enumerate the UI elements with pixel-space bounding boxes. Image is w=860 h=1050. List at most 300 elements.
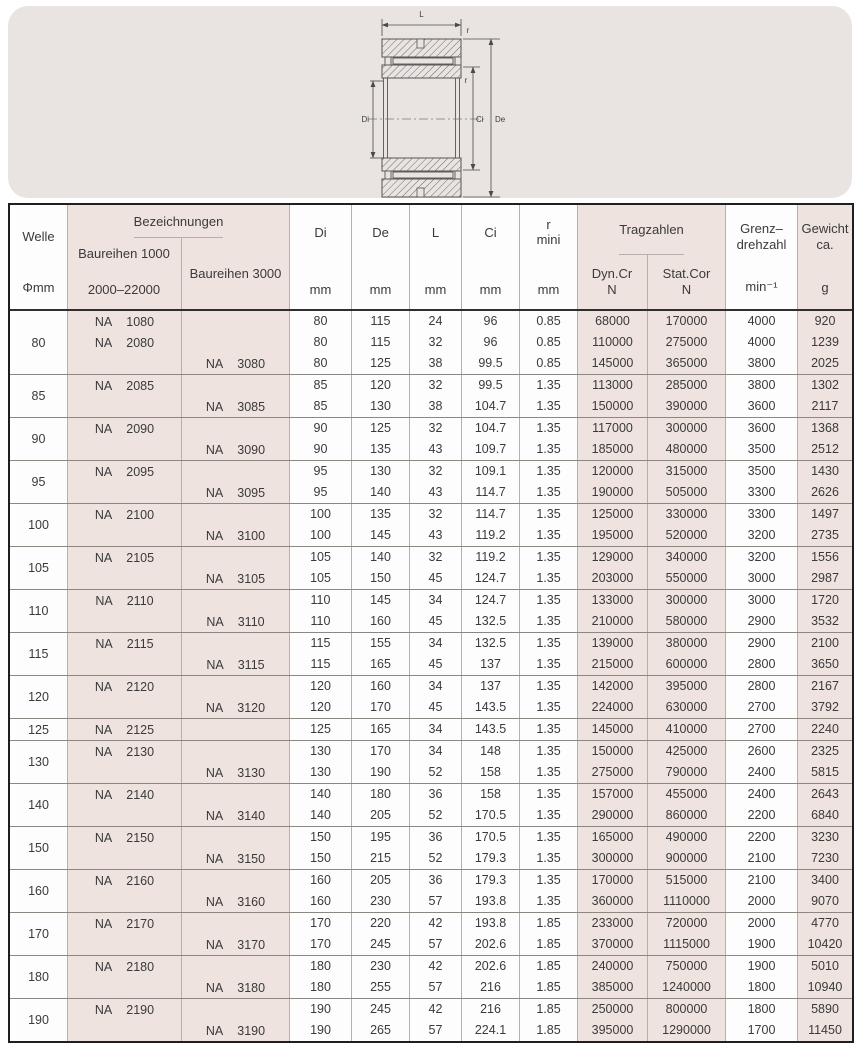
cell-dyn-cr: 233000 — [578, 913, 648, 934]
cell-baureihen-3000 — [182, 999, 290, 1020]
bearing-cross-section-drawing — [338, 6, 568, 206]
cell-baureihen-3000: NA 3095 — [182, 482, 290, 503]
cell-grenzdrehzahl: 4000 — [726, 332, 798, 353]
header-l — [410, 205, 462, 309]
cell-gewicht: 1430 — [798, 461, 852, 482]
cell-ci: 170.5 — [462, 805, 520, 826]
cell-baureihen-3000: NA 3190 — [182, 1020, 290, 1041]
cell-gewicht: 1239 — [798, 332, 852, 353]
welle-group — [10, 374, 852, 417]
header-r-mini-label — [537, 217, 561, 247]
table-row — [68, 1020, 852, 1041]
cell-dyn-cr: 129000 — [578, 547, 648, 568]
header-dyn-cr — [578, 255, 648, 309]
header-gewicht-line1: Gewicht — [801, 221, 849, 236]
header-baureihen-1000-line2: 2000–22000 — [87, 282, 161, 297]
cell-stat-cor: 900000 — [648, 848, 726, 869]
header-welle-label: Welle — [22, 229, 55, 244]
cell-ci: 158 — [462, 784, 520, 805]
cell-gewicht: 9070 — [798, 891, 852, 912]
cell-gewicht: 2025 — [798, 353, 852, 374]
cell-r-mini: 1.35 — [520, 719, 578, 740]
outer-ring-groove-bottom — [417, 188, 424, 197]
cell-ci: 143.5 — [462, 697, 520, 718]
cell-baureihen-1000: NA 2140 — [68, 784, 182, 805]
cell-baureihen-1000 — [68, 1020, 182, 1041]
cell-de: 190 — [352, 762, 410, 783]
inner-ring-bottom — [382, 158, 461, 171]
cell-dyn-cr: 250000 — [578, 999, 648, 1020]
cell-gewicht: 2626 — [798, 482, 852, 503]
cell-grenzdrehzahl: 2800 — [726, 676, 798, 697]
cell-stat-cor: 340000 — [648, 547, 726, 568]
table-row — [68, 332, 852, 353]
cell-baureihen-3000 — [182, 375, 290, 396]
cell-baureihen-3000 — [182, 418, 290, 439]
cell-baureihen-1000: NA 2190 — [68, 999, 182, 1020]
cell-grenzdrehzahl: 2400 — [726, 762, 798, 783]
header-dyn-line1: Dyn.Cr — [591, 266, 633, 281]
cell-di: 180 — [290, 977, 352, 998]
cell-di: 85 — [290, 396, 352, 417]
cell-r-mini: 1.35 — [520, 375, 578, 396]
cell-baureihen-3000: NA 3090 — [182, 439, 290, 460]
cell-gewicht: 2987 — [798, 568, 852, 589]
cell-l: 38 — [410, 396, 462, 417]
cell-baureihen-3000 — [182, 590, 290, 611]
welle-group — [10, 740, 852, 783]
cell-di: 170 — [290, 934, 352, 955]
header-r-mini — [520, 205, 578, 309]
cell-baureihen-1000 — [68, 848, 182, 869]
welle-group — [10, 589, 852, 632]
cell-grenzdrehzahl: 2200 — [726, 827, 798, 848]
welle-value: 120 — [10, 676, 68, 718]
welle-group — [10, 546, 852, 589]
cell-de: 135 — [352, 504, 410, 525]
header-gewicht-label — [802, 221, 849, 253]
table-row — [68, 525, 852, 546]
cell-baureihen-1000: NA 2180 — [68, 956, 182, 977]
welle-group — [10, 311, 852, 374]
group-rows — [68, 784, 852, 826]
group-rows — [68, 418, 852, 460]
table-body — [10, 311, 852, 1041]
cell-grenzdrehzahl: 3600 — [726, 418, 798, 439]
cell-di: 80 — [290, 353, 352, 374]
cell-grenzdrehzahl: 3800 — [726, 375, 798, 396]
header-di-unit: mm — [309, 282, 332, 297]
cell-baureihen-1000: NA 2090 — [68, 418, 182, 439]
cell-stat-cor: 550000 — [648, 568, 726, 589]
welle-group — [10, 912, 852, 955]
cell-r-mini: 1.85 — [520, 1020, 578, 1041]
cell-baureihen-1000: NA 2170 — [68, 913, 182, 934]
cell-stat-cor: 580000 — [648, 611, 726, 632]
header-welle-unit: Φmm — [22, 280, 55, 295]
cell-dyn-cr: 210000 — [578, 611, 648, 632]
cell-baureihen-1000: NA 2095 — [68, 461, 182, 482]
cell-l: 45 — [410, 568, 462, 589]
cell-di: 115 — [290, 633, 352, 654]
welle-value: 110 — [10, 590, 68, 632]
welle-group — [10, 869, 852, 912]
cell-gewicht: 2512 — [798, 439, 852, 460]
cell-de: 205 — [352, 870, 410, 891]
cell-l: 57 — [410, 1020, 462, 1041]
cell-ci: 193.8 — [462, 891, 520, 912]
cell-gewicht: 5815 — [798, 762, 852, 783]
header-tragzahlen-sub — [578, 255, 726, 309]
group-rows — [68, 311, 852, 374]
cell-gewicht: 2325 — [798, 741, 852, 762]
cell-de: 230 — [352, 891, 410, 912]
welle-group — [10, 675, 852, 718]
cell-di: 105 — [290, 547, 352, 568]
cell-baureihen-1000 — [68, 396, 182, 417]
cell-r-mini: 1.35 — [520, 633, 578, 654]
cell-di: 85 — [290, 375, 352, 396]
table-row — [68, 504, 852, 525]
cell-grenzdrehzahl: 2100 — [726, 870, 798, 891]
cell-ci: 179.3 — [462, 848, 520, 869]
welle-group — [10, 632, 852, 675]
cell-de: 265 — [352, 1020, 410, 1041]
cell-gewicht: 2735 — [798, 525, 852, 546]
cell-grenzdrehzahl: 1900 — [726, 934, 798, 955]
cell-l: 34 — [410, 741, 462, 762]
roller-cap-right-bottom — [455, 171, 461, 179]
cell-grenzdrehzahl: 2700 — [726, 697, 798, 718]
cell-ci: 99.5 — [462, 375, 520, 396]
header-bezeichnungen-group — [68, 205, 290, 309]
table-row — [68, 547, 852, 568]
cell-de: 245 — [352, 934, 410, 955]
cell-r-mini: 1.85 — [520, 977, 578, 998]
cell-di: 120 — [290, 697, 352, 718]
cell-gewicht: 11450 — [798, 1020, 852, 1041]
cell-gewicht: 6840 — [798, 805, 852, 826]
cell-r-mini: 1.35 — [520, 762, 578, 783]
cell-ci: 109.1 — [462, 461, 520, 482]
cell-baureihen-3000: NA 3150 — [182, 848, 290, 869]
dim-label-De: De — [495, 115, 506, 124]
header-stat-cor — [648, 255, 726, 309]
group-rows — [68, 956, 852, 998]
cell-gewicht: 5890 — [798, 999, 852, 1020]
group-rows — [68, 741, 852, 783]
cell-grenzdrehzahl: 1800 — [726, 977, 798, 998]
cell-de: 150 — [352, 568, 410, 589]
cell-stat-cor: 300000 — [648, 418, 726, 439]
cell-stat-cor: 720000 — [648, 913, 726, 934]
cell-l: 24 — [410, 311, 462, 332]
cell-l: 38 — [410, 353, 462, 374]
cell-baureihen-1000 — [68, 934, 182, 955]
cell-dyn-cr: 203000 — [578, 568, 648, 589]
cell-de: 230 — [352, 956, 410, 977]
cell-dyn-cr: 113000 — [578, 375, 648, 396]
cell-l: 42 — [410, 956, 462, 977]
cell-de: 220 — [352, 913, 410, 934]
cell-ci: 179.3 — [462, 870, 520, 891]
cell-dyn-cr: 185000 — [578, 439, 648, 460]
header-di-label: Di — [314, 225, 327, 240]
cell-gewicht: 920 — [798, 311, 852, 332]
cell-gewicht: 2167 — [798, 676, 852, 697]
welle-group — [10, 718, 852, 740]
cell-grenzdrehzahl: 3300 — [726, 482, 798, 503]
cell-l: 43 — [410, 482, 462, 503]
cell-gewicht: 1302 — [798, 375, 852, 396]
dim-label-r-inner: r — [464, 76, 468, 85]
cell-baureihen-3000 — [182, 504, 290, 525]
group-rows — [68, 913, 852, 955]
group-rows — [68, 676, 852, 718]
group-rows — [68, 504, 852, 546]
cell-l: 43 — [410, 439, 462, 460]
cell-ci: 137 — [462, 654, 520, 675]
cell-di: 100 — [290, 525, 352, 546]
cell-baureihen-3000 — [182, 311, 290, 332]
cell-gewicht: 1556 — [798, 547, 852, 568]
cell-di: 120 — [290, 676, 352, 697]
cell-dyn-cr: 117000 — [578, 418, 648, 439]
cell-dyn-cr: 125000 — [578, 504, 648, 525]
cell-di: 170 — [290, 913, 352, 934]
cell-de: 160 — [352, 676, 410, 697]
header-welle — [10, 205, 68, 309]
cell-r-mini: 1.35 — [520, 870, 578, 891]
cell-baureihen-3000 — [182, 547, 290, 568]
cell-di: 80 — [290, 332, 352, 353]
table-row — [68, 396, 852, 417]
cell-ci: 114.7 — [462, 504, 520, 525]
header-grenzdrehzahl — [726, 205, 798, 309]
cell-gewicht: 3400 — [798, 870, 852, 891]
cell-di: 105 — [290, 568, 352, 589]
header-tragzahlen-group — [578, 205, 726, 309]
cell-l: 36 — [410, 784, 462, 805]
cell-de: 125 — [352, 418, 410, 439]
cell-grenzdrehzahl: 1700 — [726, 1020, 798, 1041]
cell-de: 115 — [352, 332, 410, 353]
table-header — [10, 205, 852, 311]
cell-l: 57 — [410, 934, 462, 955]
dim-label-Ci: Ci — [476, 115, 484, 124]
cell-baureihen-3000 — [182, 719, 290, 740]
dim-label-L: L — [419, 10, 424, 19]
cell-gewicht: 2643 — [798, 784, 852, 805]
cell-l: 32 — [410, 504, 462, 525]
cell-baureihen-3000: NA 3160 — [182, 891, 290, 912]
roller-cap-left-top — [385, 57, 391, 65]
cell-ci: 96 — [462, 311, 520, 332]
cell-r-mini: 1.35 — [520, 891, 578, 912]
cell-ci: 224.1 — [462, 1020, 520, 1041]
table-row — [68, 375, 852, 396]
cell-de: 115 — [352, 311, 410, 332]
group-rows — [68, 375, 852, 417]
cell-r-mini: 1.35 — [520, 396, 578, 417]
cell-stat-cor: 630000 — [648, 697, 726, 718]
table-row — [68, 482, 852, 503]
cell-grenzdrehzahl: 3500 — [726, 439, 798, 460]
cell-baureihen-3000: NA 3140 — [182, 805, 290, 826]
header-de — [352, 205, 410, 309]
cell-l: 36 — [410, 827, 462, 848]
header-dyn-line2: N — [607, 282, 617, 297]
table-row — [68, 676, 852, 697]
cell-ci: 119.2 — [462, 547, 520, 568]
group-rows — [68, 827, 852, 869]
header-r-line2: mini — [536, 232, 561, 247]
table-row — [68, 805, 852, 826]
cell-r-mini: 1.35 — [520, 418, 578, 439]
header-l-unit: mm — [424, 282, 447, 297]
table-row — [68, 891, 852, 912]
cell-ci: 202.6 — [462, 934, 520, 955]
cell-l: 57 — [410, 891, 462, 912]
cell-gewicht: 7230 — [798, 848, 852, 869]
welle-group — [10, 460, 852, 503]
header-stat-line1: Stat.Cor — [662, 266, 711, 281]
cell-dyn-cr: 195000 — [578, 525, 648, 546]
cell-baureihen-1000: NA 2105 — [68, 547, 182, 568]
cell-ci: 104.7 — [462, 396, 520, 417]
cell-di: 140 — [290, 784, 352, 805]
cell-grenzdrehzahl: 2200 — [726, 805, 798, 826]
table-row — [68, 977, 852, 998]
cell-grenzdrehzahl: 2000 — [726, 913, 798, 934]
header-gewicht-unit: g — [821, 280, 829, 295]
cell-grenzdrehzahl: 4000 — [726, 311, 798, 332]
cell-de: 180 — [352, 784, 410, 805]
cell-dyn-cr: 142000 — [578, 676, 648, 697]
cell-dyn-cr: 385000 — [578, 977, 648, 998]
header-de-unit: mm — [369, 282, 392, 297]
cell-r-mini: 0.85 — [520, 311, 578, 332]
cell-de: 130 — [352, 461, 410, 482]
cell-grenzdrehzahl: 3000 — [726, 568, 798, 589]
welle-value: 80 — [10, 311, 68, 374]
cell-de: 215 — [352, 848, 410, 869]
cell-de: 125 — [352, 353, 410, 374]
cell-de: 140 — [352, 482, 410, 503]
cell-di: 190 — [290, 1020, 352, 1041]
welle-value: 85 — [10, 375, 68, 417]
cell-grenzdrehzahl: 2900 — [726, 611, 798, 632]
cell-gewicht: 2100 — [798, 633, 852, 654]
cell-di: 95 — [290, 461, 352, 482]
bearing-data-table — [8, 203, 854, 1043]
cell-baureihen-3000: NA 3100 — [182, 525, 290, 546]
cell-de: 170 — [352, 741, 410, 762]
cell-stat-cor: 480000 — [648, 439, 726, 460]
cell-gewicht: 3650 — [798, 654, 852, 675]
cell-ci: 114.7 — [462, 482, 520, 503]
header-bezeichnungen: Bezeichnungen — [134, 205, 224, 238]
table-row — [68, 784, 852, 805]
cell-de: 160 — [352, 611, 410, 632]
table-row — [68, 870, 852, 891]
header-de-label: De — [372, 225, 389, 240]
outer-ring-groove-top — [417, 39, 424, 48]
header-grenz-unit: min⁻¹ — [745, 279, 778, 294]
cell-baureihen-3000: NA 3085 — [182, 396, 290, 417]
welle-group — [10, 783, 852, 826]
cell-r-mini: 0.85 — [520, 353, 578, 374]
cell-grenzdrehzahl: 3500 — [726, 461, 798, 482]
cell-gewicht: 4770 — [798, 913, 852, 934]
cell-baureihen-3000: NA 3130 — [182, 762, 290, 783]
cell-r-mini: 1.35 — [520, 848, 578, 869]
header-grenz-line2: drehzahl — [736, 237, 787, 252]
cell-stat-cor: 1110000 — [648, 891, 726, 912]
cell-r-mini: 1.35 — [520, 504, 578, 525]
cell-dyn-cr: 370000 — [578, 934, 648, 955]
welle-group — [10, 998, 852, 1041]
cell-dyn-cr: 133000 — [578, 590, 648, 611]
cell-grenzdrehzahl: 3800 — [726, 353, 798, 374]
group-rows — [68, 633, 852, 675]
cell-gewicht: 1497 — [798, 504, 852, 525]
table-row — [68, 311, 852, 332]
cell-gewicht: 3532 — [798, 611, 852, 632]
cell-stat-cor: 410000 — [648, 719, 726, 740]
cell-l: 32 — [410, 332, 462, 353]
welle-value: 105 — [10, 547, 68, 589]
cell-stat-cor: 790000 — [648, 762, 726, 783]
cell-stat-cor: 1290000 — [648, 1020, 726, 1041]
header-ci-unit: mm — [479, 282, 502, 297]
welle-group — [10, 826, 852, 869]
cell-l: 32 — [410, 461, 462, 482]
cell-de: 145 — [352, 590, 410, 611]
cell-dyn-cr: 150000 — [578, 741, 648, 762]
cell-baureihen-3000 — [182, 676, 290, 697]
cell-stat-cor: 505000 — [648, 482, 726, 503]
cell-stat-cor: 315000 — [648, 461, 726, 482]
cell-dyn-cr: 395000 — [578, 1020, 648, 1041]
cell-ci: 148 — [462, 741, 520, 762]
table-row — [68, 913, 852, 934]
welle-value: 125 — [10, 719, 68, 740]
table-row — [68, 934, 852, 955]
cell-l: 45 — [410, 654, 462, 675]
cell-stat-cor: 380000 — [648, 633, 726, 654]
cell-l: 32 — [410, 418, 462, 439]
cell-ci: 143.5 — [462, 719, 520, 740]
welle-group — [10, 503, 852, 546]
dim-label-r-top: r — [466, 26, 470, 35]
header-l-label: L — [431, 225, 440, 240]
cell-baureihen-3000: NA 3170 — [182, 934, 290, 955]
cell-r-mini: 1.35 — [520, 461, 578, 482]
cell-di: 150 — [290, 848, 352, 869]
cell-di: 190 — [290, 999, 352, 1020]
cell-l: 32 — [410, 375, 462, 396]
cell-grenzdrehzahl: 3300 — [726, 504, 798, 525]
cell-de: 135 — [352, 439, 410, 460]
cell-baureihen-3000 — [182, 913, 290, 934]
cell-l: 45 — [410, 611, 462, 632]
cell-ci: 132.5 — [462, 611, 520, 632]
cell-de: 145 — [352, 525, 410, 546]
header-r-unit: mm — [537, 282, 560, 297]
cell-baureihen-3000: NA 3080 — [182, 353, 290, 374]
cell-r-mini: 1.35 — [520, 697, 578, 718]
